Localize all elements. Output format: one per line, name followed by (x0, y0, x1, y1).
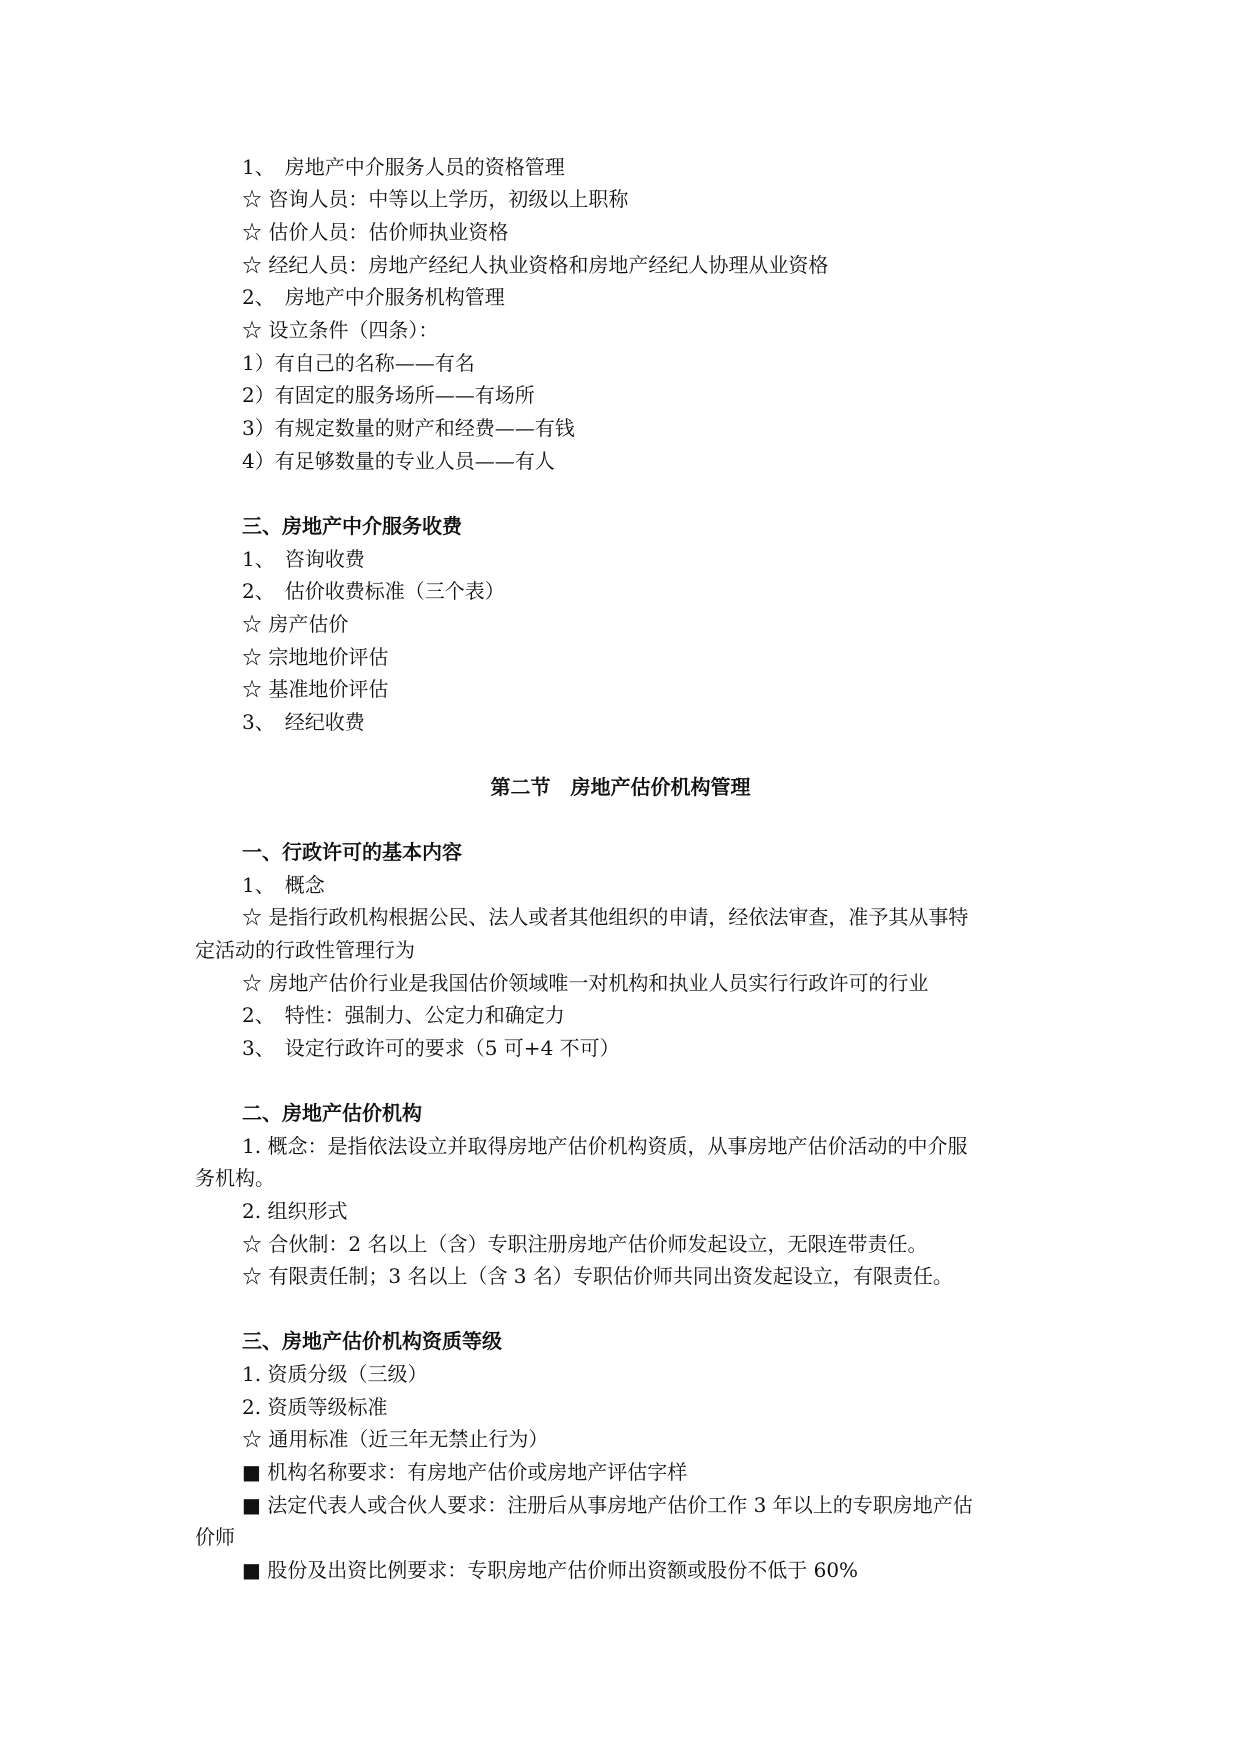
item-line: ☆ 经纪人员：房地产经纪人执业资格和房地产经纪人协理从业资格 (242, 253, 829, 277)
item-line: 3、 设定行政许可的要求（5 可+4 不可） (242, 1036, 620, 1060)
paragraph-line: 定活动的行政性管理行为 (195, 938, 415, 962)
item-line: ☆ 房产估价 (242, 612, 349, 636)
section-heading: 一、行政许可的基本内容 (242, 840, 462, 864)
item-line: ■ 股份及出资比例要求：专职房地产估价师出资额或股份不低于 60% (242, 1558, 859, 1582)
item-line: ☆ 通用标准（近三年无禁止行为） (242, 1427, 549, 1451)
paragraph-line: 价师 (195, 1525, 235, 1549)
item-line: 2）有固定的服务场所——有场所 (242, 383, 535, 407)
item-line: 2、 估价收费标准（三个表） (242, 579, 505, 603)
item-line: 4）有足够数量的专业人员——有人 (242, 449, 555, 473)
item-line: 2. 资质等级标准 (242, 1395, 388, 1419)
paragraph-line: 1. 概念：是指依法设立并取得房地产估价机构资质，从事房地产估价活动的中介服 (242, 1134, 968, 1158)
paragraph-line: ■ 法定代表人或合伙人要求：注册后从事房地产估价工作 3 年以上的专职房地产估 (242, 1493, 973, 1517)
item-line: 3）有规定数量的财产和经费——有钱 (242, 416, 575, 440)
item-line: 1. 资质分级（三级） (242, 1362, 428, 1386)
section-heading: 三、房地产中介服务收费 (242, 514, 462, 538)
item-line: ☆ 估价人员：估价师执业资格 (242, 220, 509, 244)
item-line: 2. 组织形式 (242, 1199, 348, 1223)
section-heading: 二、房地产估价机构 (242, 1101, 422, 1125)
paragraph-line: ☆ 是指行政机构根据公民、法人或者其他组织的申请，经依法审查，准予其从事特 (242, 905, 969, 929)
item-line: ☆ 基准地价评估 (242, 677, 389, 701)
item-line: 1、 房地产中介服务人员的资格管理 (242, 155, 565, 179)
paragraph-line: 务机构。 (195, 1166, 275, 1190)
item-line: ☆ 有限责任制；3 名以上（含 3 名）专职估价师共同出资发起设立，有限责任。 (242, 1264, 953, 1288)
section-heading: 三、房地产估价机构资质等级 (242, 1329, 502, 1353)
item-line: ■ 机构名称要求：有房地产估价或房地产评估字样 (242, 1460, 688, 1484)
item-line: ☆ 设立条件（四条）： (242, 318, 439, 342)
item-line: 1、 咨询收费 (242, 547, 365, 571)
item-line: ☆ 房地产估价行业是我国估价领域唯一对机构和执业人员实行行政许可的行业 (242, 971, 929, 995)
item-line: 2、 房地产中介服务机构管理 (242, 285, 505, 309)
item-line: 2、 特性：强制力、公定力和确定力 (242, 1003, 565, 1027)
item-line: 3、 经纪收费 (242, 710, 365, 734)
chapter-section-title: 第二节 房地产估价机构管理 (490, 775, 751, 799)
item-line: ☆ 宗地地价评估 (242, 645, 389, 669)
item-line: ☆ 咨询人员：中等以上学历，初级以上职称 (242, 187, 629, 211)
item-line: 1）有自己的名称——有名 (242, 351, 475, 375)
item-line: 1、 概念 (242, 873, 325, 897)
item-line: ☆ 合伙制：2 名以上（含）专职注册房地产估价师发起设立，无限连带责任。 (242, 1232, 928, 1256)
